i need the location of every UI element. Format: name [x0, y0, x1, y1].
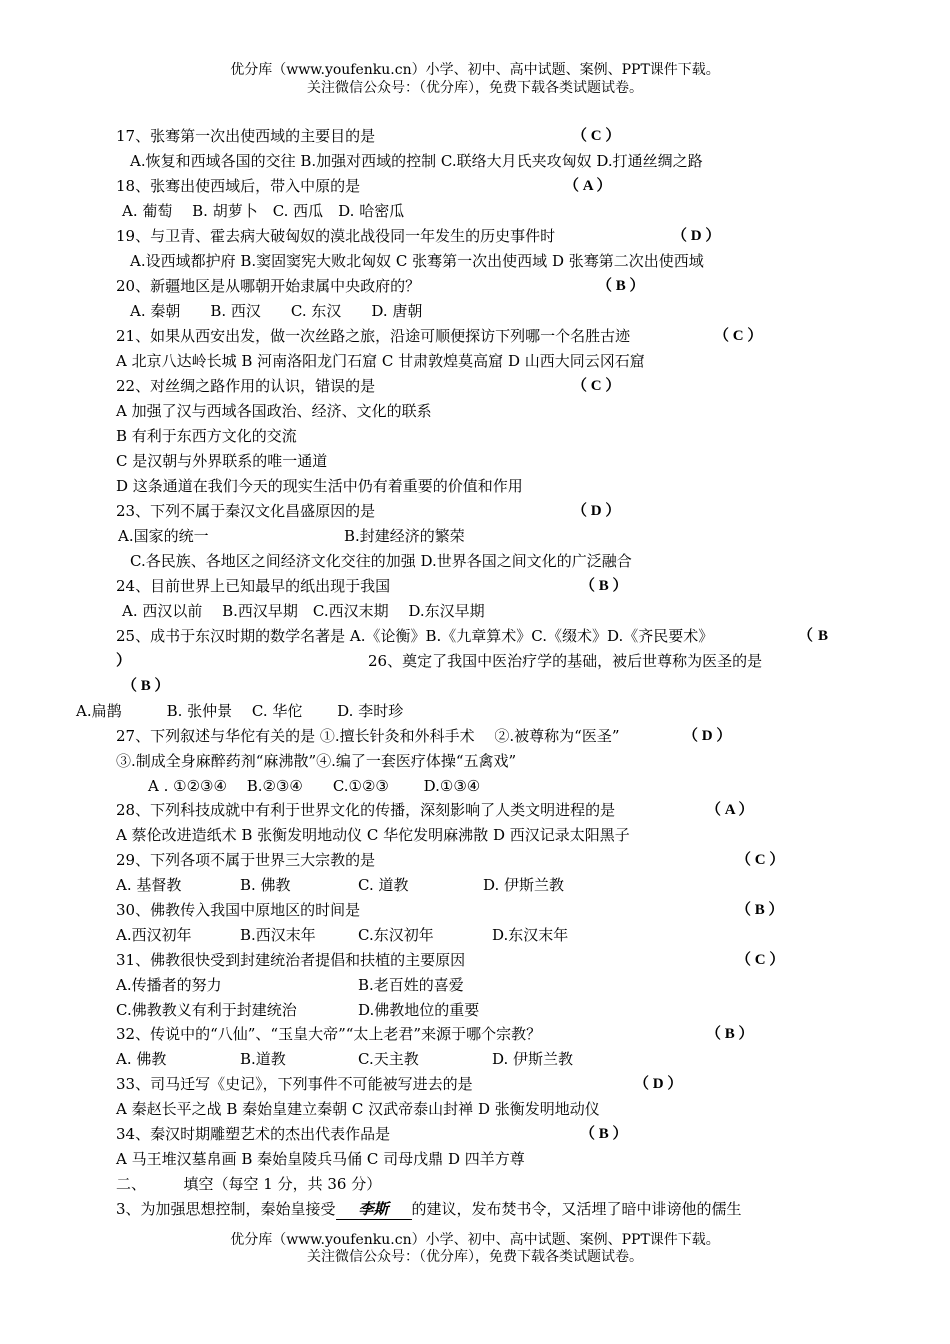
fill-in-3-handwritten-answer: 李斯 — [336, 1199, 412, 1220]
question-33-options: A 秦赵长平之战 B 秦始皇建立秦朝 C 汉武帝泰山封禅 D 张衡发明地动仪 — [116, 1100, 600, 1118]
page-footer-line1: 优分库（www.youfenku.cn）小学、初中、高中试题、案例、PPT课件下载。 — [230, 1232, 720, 1248]
question-25-answer-open: （ — [798, 628, 814, 644]
question-32-option-a: A. 佛教 — [116, 1050, 167, 1068]
question-30-option-d: D.东汉末年 — [492, 926, 569, 944]
question-22-answer: （ C ） — [572, 378, 621, 394]
question-23-option-cd: C.各民族、各地区之间经济文化交往的加强 D.世界各国之间文化的广泛融合 — [130, 552, 632, 570]
question-27-answer: （ D ） — [683, 728, 732, 744]
question-31-option-d: D.佛教地位的重要 — [358, 1001, 480, 1019]
question-28-stem: 28、下列科技成就中有利于世界文化的传播，深刻影响了人类文明进程的是 — [116, 801, 616, 819]
question-19-options: A.设西域都护府 B.窦固窦宪大败北匈奴 C 张骞第一次出使西域 D 张骞第二次出使西域 — [130, 252, 704, 270]
question-23-answer: （ D ） — [572, 503, 621, 519]
question-34-answer: （ B ） — [580, 1126, 628, 1142]
fill-in-3-prefix: 3、为加强思想控制，秦始皇接受 — [116, 1200, 336, 1218]
question-27-options: A . ①②③④ B.②③④ C.①②③ D.①③④ — [148, 777, 481, 795]
question-32-option-b: B.道教 — [240, 1050, 286, 1068]
question-32-option-c: C.天主教 — [358, 1050, 419, 1068]
question-18-options: A. 葡萄 B. 胡萝卜 C. 西瓜 D. 哈密瓜 — [122, 202, 405, 220]
question-24-answer: （ B ） — [580, 578, 628, 594]
question-31-option-b: B.老百姓的喜爱 — [358, 976, 464, 994]
question-22-option-c: C 是汉朝与外界联系的唯一通道 — [116, 452, 328, 470]
question-21-options: A 北京八达岭长城 B 河南洛阳龙门石窟 C 甘肃敦煌莫高窟 D 山西大同云冈石窟 — [116, 352, 645, 370]
question-30-answer: （ B ） — [736, 902, 784, 918]
question-21-stem: 21、如果从西安出发，做一次丝路之旅，沿途可顺便探访下列哪一个名胜古迹 — [116, 327, 631, 345]
question-33-answer: （ D ） — [634, 1076, 683, 1092]
question-20-options: A. 秦朝 B. 西汉 C. 东汉 D. 唐朝 — [130, 302, 423, 320]
page-header-line2: 关注微信公众号：（优分库），免费下载各类试题试卷。 — [307, 80, 643, 96]
question-34-options: A 马王堆汉墓帛画 B 秦始皇陵兵马俑 C 司母戊鼎 D 四羊方尊 — [116, 1150, 525, 1168]
question-20-answer: （ B ） — [597, 278, 645, 294]
question-30-stem: 30、佛教传入我国中原地区的时间是 — [116, 901, 361, 919]
question-20-stem: 20、新疆地区是从哪朝开始隶属中央政府的？ — [116, 277, 421, 295]
question-22-option-a: A 加强了汉与西域各国政治、经济、文化的联系 — [116, 402, 432, 420]
question-25-answer-letter: B — [818, 628, 829, 644]
question-31-option-a: A.传播者的努力 — [116, 976, 222, 994]
question-28-options: A 蔡伦改进造纸术 B 张衡发明地动仪 C 华佗发明麻沸散 D 西汉记录太阳黑子 — [116, 826, 630, 844]
question-17-options: A.恢复和西域各国的交往 B.加强对西域的控制 C.联络大月氏夹攻匈奴 D.打通丝绸之路 — [130, 152, 703, 170]
question-29-option-c: C. 道教 — [358, 876, 409, 894]
question-34-stem: 34、秦汉时期雕塑艺术的杰出代表作品是 — [116, 1125, 391, 1143]
question-32-option-d: D. 伊斯兰教 — [492, 1050, 574, 1068]
question-19-stem: 19、与卫青、霍去病大破匈奴的漠北战役同一年发生的历史事件时 — [116, 227, 556, 245]
question-25-answer-close: ） — [116, 653, 132, 669]
question-22-option-d: D 这条通道在我们今天的现实生活中仍有着重要的价值和作用 — [116, 477, 523, 495]
question-31-stem: 31、佛教很快受到封建统治者提倡和扶植的主要原因 — [116, 951, 466, 969]
question-23-option-a: A.国家的统一 — [118, 527, 209, 545]
question-17-answer: （ C ） — [572, 128, 621, 144]
question-29-option-d: D. 伊斯兰教 — [483, 876, 565, 894]
question-30-option-c: C.东汉初年 — [358, 926, 434, 944]
question-24-stem: 24、目前世界上已知最早的纸出现于我国 — [116, 577, 391, 595]
question-23-stem: 23、下列不属于秦汉文化昌盛原因的是 — [116, 502, 376, 520]
question-24-options: A. 西汉以前 B.西汉早期 C.西汉末期 D.东汉早期 — [122, 602, 485, 620]
page-footer-line2: 关注微信公众号：（优分库），免费下载各类试题试卷。 — [307, 1249, 643, 1265]
question-26-answer: （ B ） — [122, 678, 170, 694]
question-27-line2: ③.制成全身麻醉药剂“麻沸散”④.编了一套医疗体操“五禽戏” — [116, 752, 517, 770]
question-22-stem: 22、对丝绸之路作用的认识，错误的是 — [116, 377, 376, 395]
page-header-line1: 优分库（www.youfenku.cn）小学、初中、高中试题、案例、PPT课件下载。 — [230, 62, 720, 78]
question-32-stem: 32、传说中的“八仙”、“玉皇大帝”“太上老君”来源于哪个宗教？ — [116, 1025, 542, 1043]
question-18-stem: 18、张骞出使西域后，带入中原的是 — [116, 177, 361, 195]
question-29-stem: 29、下列各项不属于世界三大宗教的是 — [116, 851, 376, 869]
question-29-option-a: A. 基督教 — [116, 876, 182, 894]
question-22-option-b: B 有利于东西方文化的交流 — [116, 427, 297, 445]
question-26-stem: 26、奠定了我国中医治疗学的基础，被后世尊称为医圣的是 — [368, 652, 763, 670]
question-18-answer: （ A ） — [564, 178, 612, 194]
question-17-stem: 17、张骞第一次出使西域的主要目的是 — [116, 127, 376, 145]
question-26-options: A.扁鹊 B. 张仲景 C. 华佗 D. 李时珍 — [76, 702, 404, 720]
question-27-stem: 27、下列叙述与华佗有关的是 ①.擅长针灸和外科手术 ②.被尊称为“医圣” — [116, 727, 620, 745]
question-28-answer: （ A ） — [706, 802, 754, 818]
question-19-answer: （ D ） — [672, 228, 721, 244]
question-32-answer: （ B ） — [706, 1026, 754, 1042]
question-30-option-a: A.西汉初年 — [116, 926, 192, 944]
question-29-answer: （ C ） — [736, 852, 785, 868]
question-31-option-c: C.佛教教义有利于封建统治 — [116, 1001, 297, 1019]
question-23-option-b: B.封建经济的繁荣 — [344, 527, 465, 545]
fill-in-3 — [116, 1199, 742, 1220]
question-25-stem: 25、成书于东汉时期的数学名著是 A.《论衡》B.《九章算术》C.《缀术》D.《齐民要术》 — [116, 627, 714, 645]
question-33-stem: 33、司马迁写《史记》，下列事件不可能被写进去的是 — [116, 1075, 473, 1093]
section-2-heading: 二、 填空（每空 1 分，共 36 分） — [116, 1175, 382, 1193]
question-31-answer: （ C ） — [736, 952, 785, 968]
question-29-option-b: B. 佛教 — [240, 876, 291, 894]
question-21-answer: （ C ） — [714, 328, 763, 344]
fill-in-3-suffix: 的建议，发布焚书令，又活埋了暗中诽谤他的儒生 — [411, 1200, 742, 1218]
question-30-option-b: B.西汉末年 — [240, 926, 316, 944]
